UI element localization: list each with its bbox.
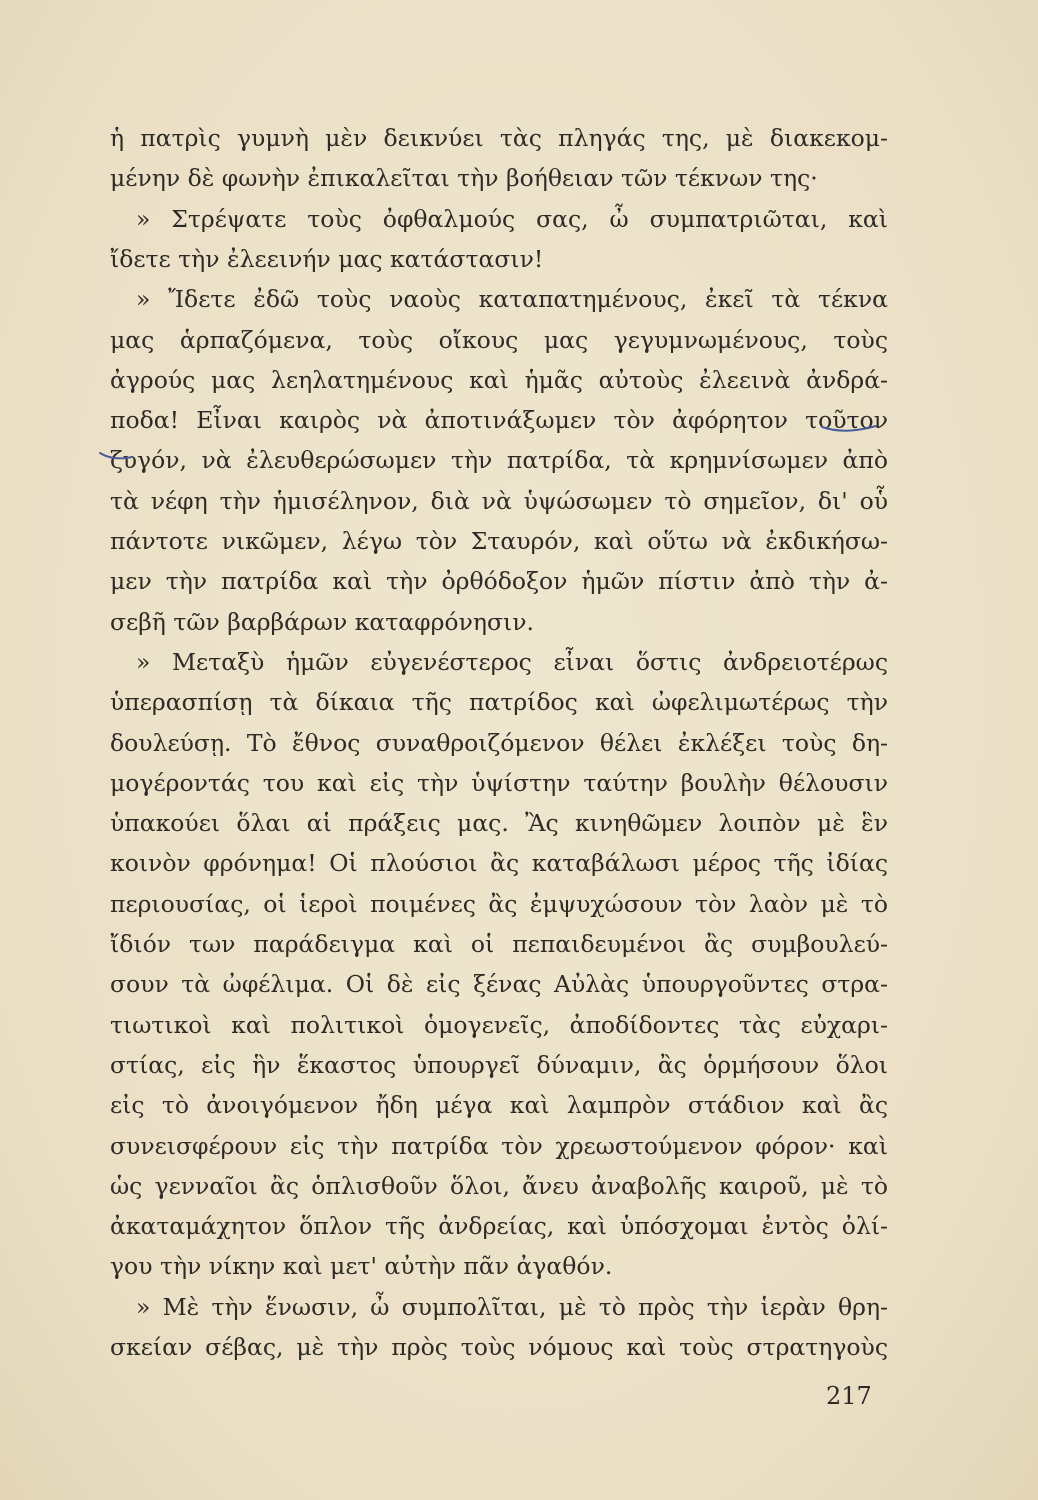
text-line: δουλεύσῃ. Τὸ ἔθνος συναθροιζόμενον θέλει ἐκλέξει τοὺς δη-: [110, 728, 888, 757]
text-line: στίας, εἰς ἣν ἕκαστος ὑπουργεῖ δύναμιν, ἂς ὁρμήσουν ὅλοι: [110, 1050, 888, 1079]
text-line: εἰς τὸ ἀνοιγόμενον ἤδη μέγα καὶ λαμπρὸν στάδιον καὶ ἂς: [110, 1091, 888, 1120]
text-line: τὰ νέφη τὴν ἡμισέληνον, διὰ νὰ ὑψώσωμεν τὸ σημεῖον, δι' οὗ: [110, 486, 888, 515]
text-line: τιωτικοὶ καὶ πολιτικοὶ ὁμογενεῖς, ἀποδίδοντες τὰς εὐχαρι-: [110, 1010, 888, 1039]
text-line: σκείαν σέβας, μὲ τὴν πρὸς τοὺς νόμους καὶ τοὺς στρατηγοὺς: [110, 1333, 888, 1361]
text-line: σουν τὰ ὠφέλιμα. Οἱ δὲ εἰς ξένας Αὐλὰς ὑπουργοῦντες στρα-: [110, 970, 888, 999]
text-line: γου τὴν νίκην καὶ μετ' αὐτὴν πᾶν ἀγαθόν.: [110, 1252, 613, 1281]
text-line: μεν τὴν πατρίδα καὶ τὴν ὀρθόδοξον ἡμῶν πίστιν ἀπὸ τὴν ἀ-: [110, 567, 888, 596]
text-line: σεβῆ τῶν βαρβάρων καταφρόνησιν.: [110, 607, 534, 636]
text-line: ἴδετε τὴν ἐλεεινήν μας κατάστασιν!: [110, 244, 544, 273]
text-line: ἡ πατρὶς γυμνὴ μὲν δεικνύει τὰς πληγάς της, μὲ διακεκομ-: [110, 124, 888, 152]
text-line: ὑπακούει ὅλαι αἱ πράξεις μας. Ἂς κινηθῶμεν λοιπὸν μὲ ἓν: [110, 809, 888, 838]
text-line: ὡς γενναῖοι ἂς ὁπλισθοῦν ὅλοι, ἄνευ ἀναβολῆς καιροῦ, μὲ τὸ: [110, 1171, 888, 1200]
text-line: μένην δὲ φωνὴν ἐπικαλεῖται τὴν βοήθειαν τῶν τέκνων της·: [110, 164, 818, 193]
text-line: κοινὸν φρόνημα! Οἱ πλούσιοι ἂς καταβάλωσι μέρος τῆς ἰδίας: [110, 849, 888, 878]
page-number: 217: [826, 1382, 872, 1410]
text-line: μογέροντάς του καὶ εἰς τὴν ὑψίστην ταύτην βουλὴν θέλουσιν: [110, 768, 888, 797]
text-line: ζυγόν, νὰ ἐλευθερώσωμεν τὴν πατρίδα, τὰ κρημνίσωμεν ἀπὸ: [110, 446, 888, 475]
text-line: ὑπερασπίσῃ τὰ δίκαια τῆς πατρίδος καὶ ὠφελιμωτέρως τὴν: [110, 688, 888, 717]
text-line: ἴδιόν των παράδειγμα καὶ οἱ πεπαιδευμένοι ἂς συμβουλεύ-: [110, 930, 888, 958]
text-line: πάντοτε νικῶμεν, λέγω τὸν Σταυρόν, καὶ οὕτω νὰ ἐκδικήσω-: [110, 527, 888, 555]
text-line: ἀκαταμάχητον ὅπλον τῆς ἀνδρείας, καὶ ὑπόσχομαι ἐντὸς ὀλί-: [110, 1212, 888, 1241]
text-line: » Μὲ τὴν ἕνωσιν, ὦ συμπολῖται, μὲ τὸ πρὸς τὴν ἱερὰν θρη-: [136, 1292, 888, 1321]
text-line: συνεισφέρουν εἰς τὴν πατρίδα τὸν χρεωστούμενον φόρον· καὶ: [110, 1131, 888, 1160]
text-line: ἀγρούς μας λεηλατημένους καὶ ἡμᾶς αὐτοὺς ἐλεεινὰ ἀνδρά-: [110, 365, 888, 394]
text-line: » Μεταξὺ ἡμῶν εὐγενέστερος εἶναι ὅστις ἀνδρειοτέρως: [136, 647, 888, 676]
text-line: » Στρέψατε τοὺς ὀφθαλμούς σας, ὦ συμπατριῶται, καὶ: [136, 204, 888, 233]
text-line: μας ἁρπαζόμενα, τοὺς οἴκους μας γεγυμνωμένους, τοὺς: [110, 325, 888, 354]
text-line: περιουσίας, οἱ ἱεροὶ ποιμένες ἂς ἐμψυχώσουν τὸν λαὸν μὲ τὸ: [110, 889, 888, 918]
text-line: » Ἴδετε ἐδῶ τοὺς ναοὺς καταπατημένους, ἐκεῖ τὰ τέκνα: [136, 285, 888, 314]
text-line: ποδα! Εἶναι καιρὸς νὰ ἀποτινάξωμεν τὸν ἀφόρητον τοῦτον: [110, 406, 888, 435]
